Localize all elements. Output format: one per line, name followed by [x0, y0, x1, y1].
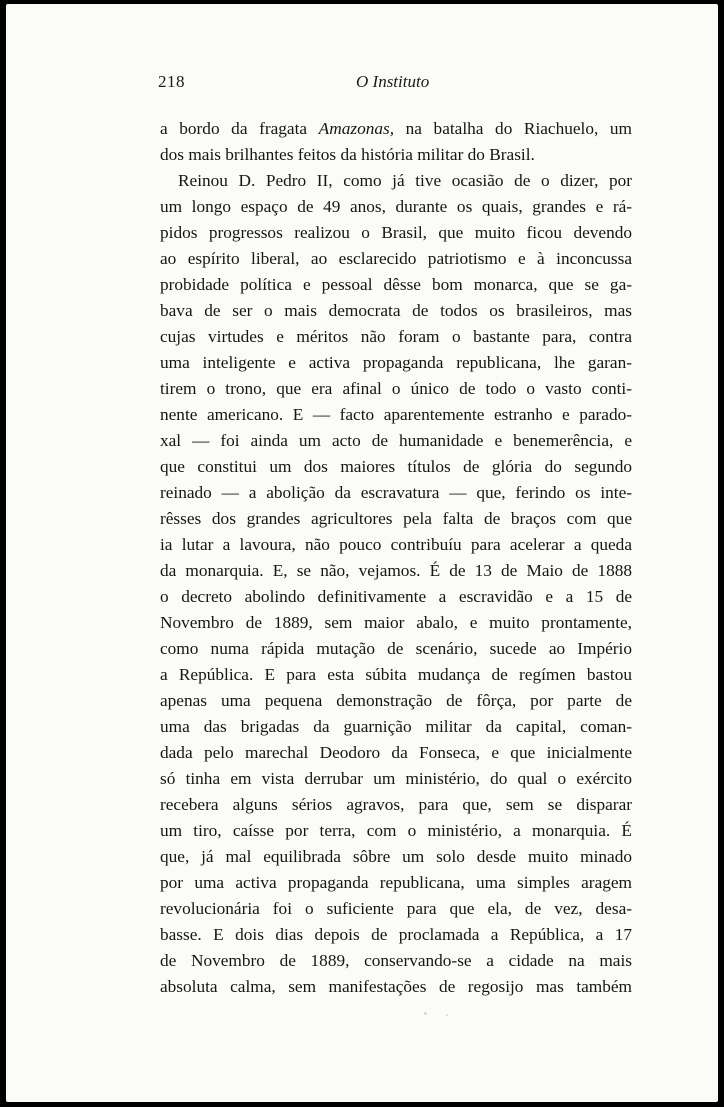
text-line: [160, 376, 632, 402]
text-run: dada pelo marechal Deodoro da Fonseca, e que inicialmente: [160, 743, 632, 762]
text-line: [160, 662, 632, 688]
text-line: [160, 792, 632, 818]
text-line: [160, 584, 632, 610]
text-run: de Novembro de 1889, conservando-se a cidade na mais: [160, 951, 632, 970]
text-line: [160, 272, 632, 298]
text-run: ia lutar a lavoura, não pouco contribuíu para acelerar a queda: [160, 535, 632, 554]
text-run: tirem o trono, que era afinal o único de todo o vasto conti-: [160, 379, 632, 398]
body-text: [160, 116, 632, 1000]
text-line: [160, 740, 632, 766]
page-number: 218: [158, 72, 185, 91]
text-line: [160, 610, 632, 636]
text-line: [160, 896, 632, 922]
text-line: [160, 922, 632, 948]
text-line: [160, 714, 632, 740]
text-run: Reinou D. Pedro II, como já tive ocasião de o dizer, por: [178, 171, 632, 190]
paper-stain: [424, 1012, 427, 1015]
text-run: o decreto abolindo definitivamente a escravidão e a 15 de: [160, 587, 632, 606]
text-run: que constitui um dos maiores títulos de glória do segundo: [160, 457, 632, 476]
paper-stain: [446, 1014, 448, 1016]
text-line: [160, 558, 632, 584]
text-run: por uma activa propaganda republicana, uma simples aragem: [160, 873, 632, 892]
text-line: [160, 298, 632, 324]
text-run: bava de ser o mais democrata de todos os brasileiros, mas: [160, 301, 632, 320]
text-run: a República. E para esta súbita mudança de regímen bastou: [160, 665, 632, 684]
text-run: na batalha do Riachuelo, um: [394, 119, 632, 138]
text-line: [160, 818, 632, 844]
text-run: absoluta calma, sem manifestações de regosijo mas também: [160, 977, 632, 996]
text-run: cujas virtudes e méritos não foram o bastante para, contra: [160, 327, 632, 346]
text-line: [160, 480, 632, 506]
text-run: que, já mal equilibrada sôbre um solo desde muito minado: [160, 847, 632, 866]
italic-ship-name: Amazonas,: [318, 119, 395, 138]
text-run: ao espírito liberal, ao esclarecido patriotismo e à inconcussa: [160, 249, 632, 268]
text-run: uma das brigadas da guarnição militar da capital, coman-: [160, 717, 632, 736]
text-run: uma inteligente e activa propaganda republicana, lhe garan-: [160, 353, 632, 372]
text-line: [160, 142, 632, 168]
text-line: [160, 506, 632, 532]
text-line: [160, 246, 632, 272]
text-line: [160, 402, 632, 428]
text-line: [160, 766, 632, 792]
text-run: reinado — a abolição da escravatura — que, ferindo os inte-: [160, 483, 632, 502]
text-run: revolucionária foi o suficiente para que ela, de vez, desa-: [160, 899, 632, 918]
page-header: [158, 72, 634, 96]
text-line: [160, 974, 632, 1000]
text-run: recebera alguns sérios agravos, para que, sem se disparar: [160, 795, 632, 814]
text-run: da monarquia. E, se não, vejamos. É de 13 de Maio de 1888: [160, 561, 632, 580]
text-run: dos mais brilhantes feitos da história militar do Brasil.: [160, 145, 535, 164]
text-line: [160, 350, 632, 376]
text-run: como numa rápida mutação de scenário, sucede ao Império: [160, 639, 632, 658]
text-line: [160, 870, 632, 896]
text-run: basse. E dois dias depois de proclamada a República, a 17: [160, 925, 632, 944]
text-run: um longo espaço de 49 anos, durante os quais, grandes e rá-: [160, 197, 632, 216]
text-line: [160, 636, 632, 662]
text-line: [160, 116, 632, 142]
book-page: [6, 4, 718, 1102]
text-run: Novembro de 1889, sem maior abalo, e muito prontamente,: [160, 613, 632, 632]
text-line: [160, 194, 632, 220]
text-line: [160, 532, 632, 558]
text-run: probidade política e pessoal dêsse bom monarca, que se ga-: [160, 275, 632, 294]
running-head: O Instituto: [356, 72, 430, 91]
text-line: [160, 220, 632, 246]
text-line: [160, 454, 632, 480]
text-line: [160, 844, 632, 870]
text-line: [160, 688, 632, 714]
text-run: a bordo da fragata: [160, 119, 319, 138]
text-line: [160, 948, 632, 974]
text-line: [160, 168, 632, 194]
text-run: pidos progressos realizou o Brasil, que muito ficou devendo: [160, 223, 632, 242]
text-run: só tinha em vista derrubar um ministério, do qual o exército: [160, 769, 632, 788]
text-run: xal — foi ainda um acto de humanidade e benemerência, e: [160, 431, 632, 450]
text-run: rêsses dos grandes agricultores pela falta de braços com que: [160, 509, 632, 528]
text-run: nente americano. E — facto aparentemente estranho e parado-: [160, 405, 632, 424]
text-run: apenas uma pequena demonstração de fôrça, por parte de: [160, 691, 632, 710]
text-run: um tiro, caísse por terra, com o ministério, a monarquia. É: [160, 821, 632, 840]
text-line: [160, 428, 632, 454]
text-line: [160, 324, 632, 350]
